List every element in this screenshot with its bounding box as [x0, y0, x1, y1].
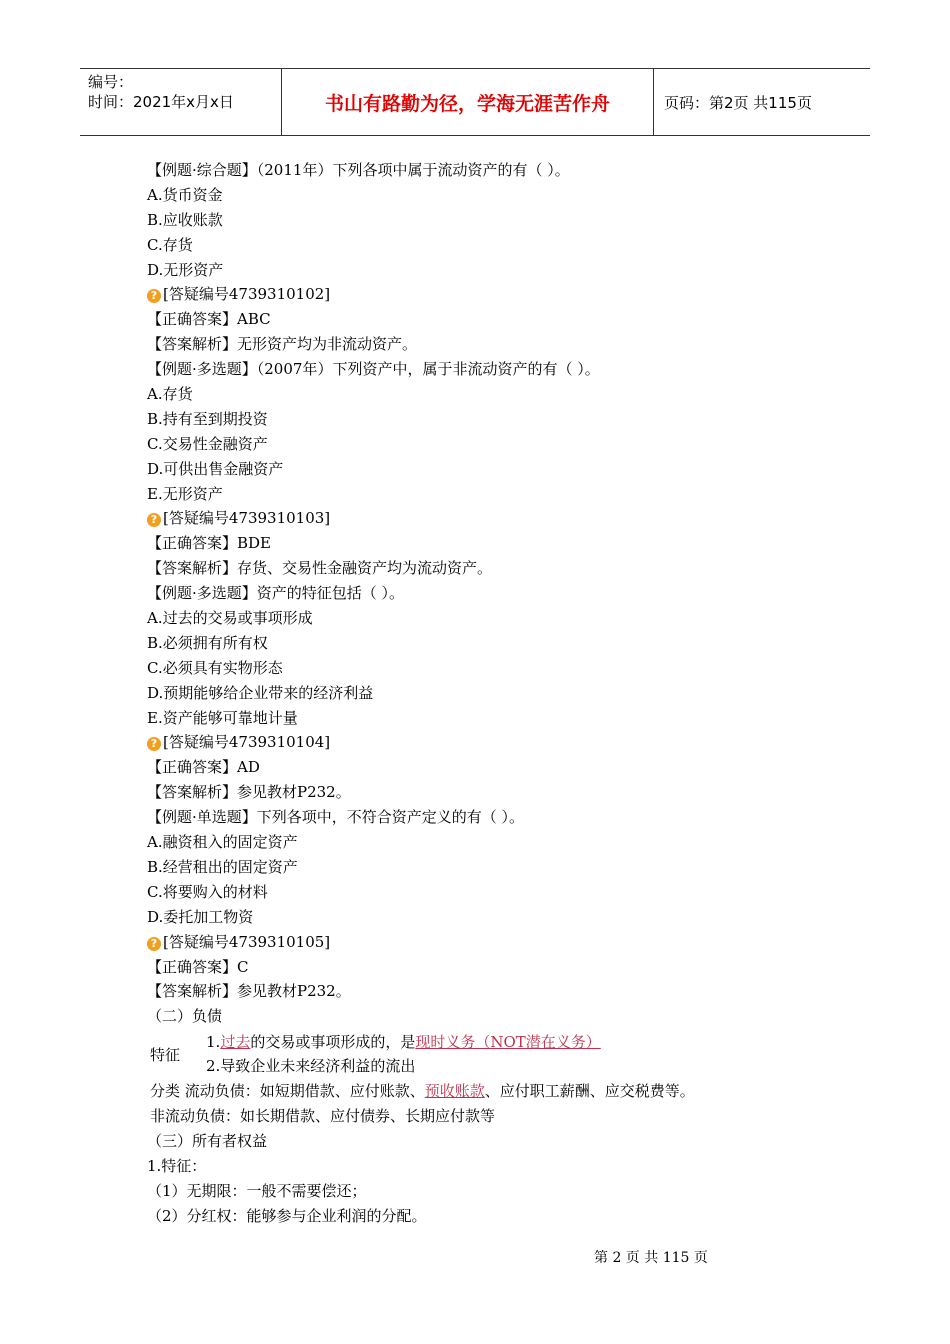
question-title: 【例题·单选题】下列各项中，不符合资产定义的有（ ）。: [147, 808, 525, 827]
question-title: 【例题·多选题】（2007年）下列资产中，属于非流动资产的有（ ）。: [147, 360, 600, 379]
document-date: 时间：2021年x月x日: [88, 93, 234, 111]
highlight-present-obligation: 现时义务（NOT潜在义务）: [415, 1033, 601, 1052]
question-option: B.持有至到期投资: [147, 409, 268, 428]
qa-reference[interactable]: [147, 506, 847, 531]
qa-reference[interactable]: [147, 930, 847, 955]
highlight-advance-receipts: 预收账款: [424, 1082, 485, 1101]
feature-item: 2.导致企业未来经济利益的流出: [206, 1057, 416, 1076]
answer-analysis: 【答案解析】参见教材P232。: [147, 982, 351, 1001]
question-title: 【例题·综合题】（2011年）下列各项中属于流动资产的有（ ）。: [147, 161, 570, 179]
document-number-label: 编号：: [88, 73, 134, 91]
question-option: C.存货: [147, 235, 193, 254]
document-body: [147, 158, 847, 1229]
liability-classification: 分类 流动负债：如短期借款、应付账款、预收账款、应付职工薪酬、应交税费等。: [150, 1082, 695, 1101]
correct-answer: 【正确答案】ABC: [147, 310, 271, 329]
feature-label: 特征: [150, 1045, 181, 1064]
answer-analysis: 【答案解析】存货、交易性金融资产均为流动资产。: [147, 559, 493, 578]
question-option: A.货币资金: [147, 185, 223, 204]
question-option: B.必须拥有所有权: [147, 633, 268, 652]
equity-features-title: 1.特征：: [147, 1156, 207, 1175]
feature-item: 1.过去的交易或事项形成的，是现时义务（NOT潜在义务）: [206, 1033, 601, 1052]
question-option: C.必须具有实物形态: [147, 658, 283, 677]
qa-reference-label: [答疑编号4739310102]: [163, 285, 331, 304]
question-icon: ?: [147, 289, 161, 303]
section-heading-equity: （三）所有者权益: [147, 1131, 268, 1150]
correct-answer: 【正确答案】AD: [147, 758, 260, 777]
qa-reference-label: [答疑编号4739310105]: [163, 932, 331, 951]
section-heading-liabilities: （二）负债: [147, 1007, 223, 1026]
question-option: B.应收账款: [147, 210, 223, 229]
qa-reference[interactable]: [147, 282, 847, 307]
question-option: A.过去的交易或事项形成: [147, 609, 313, 628]
correct-answer: 【正确答案】BDE: [147, 534, 271, 553]
question-option: D.委托加工物资: [147, 907, 254, 926]
liability-features: [147, 1029, 847, 1079]
question-option: A.存货: [147, 385, 193, 404]
question-option: A.融资租入的固定资产: [147, 833, 298, 852]
question-option: D.无形资产: [147, 260, 224, 279]
header-page-info: 页码：第2页 共115页: [664, 93, 812, 112]
header-meta: [80, 69, 282, 135]
question-title: 【例题·多选题】资产的特征包括（ ）。: [147, 584, 405, 603]
feature-items: [206, 1030, 601, 1078]
qa-reference-label: [答疑编号4739310103]: [163, 509, 331, 528]
question-icon: ?: [147, 737, 161, 751]
page-footer: 第 2 页 共 115 页: [594, 1250, 708, 1266]
question-option: C.交易性金融资产: [147, 434, 268, 453]
question-icon: ?: [147, 937, 161, 951]
equity-feature-item: （2）分红权：能够参与企业利润的分配。: [147, 1206, 427, 1225]
noncurrent-liabilities: 非流动负债：如长期借款、应付债券、长期应付款等: [150, 1107, 496, 1126]
page-header: [80, 68, 870, 136]
question-option: E.无形资产: [147, 484, 223, 503]
qa-reference-label: [答疑编号4739310104]: [163, 733, 331, 752]
question-option: D.可供出售金融资产: [147, 459, 284, 478]
qa-reference[interactable]: [147, 730, 847, 755]
header-motto: 书山有路勤为径，学海无涯苦作舟: [282, 69, 654, 135]
question-icon: ?: [147, 513, 161, 527]
correct-answer: 【正确答案】C: [147, 957, 249, 976]
question-option: E.资产能够可靠地计量: [147, 708, 298, 727]
answer-analysis: 【答案解析】无形资产均为非流动资产。: [147, 335, 418, 354]
answer-analysis: 【答案解析】参见教材P232。: [147, 783, 351, 802]
question-option: D.预期能够给企业带来的经济利益: [147, 683, 374, 702]
question-option: C.将要购入的材料: [147, 882, 268, 901]
equity-feature-item: （1）无期限：一般不需要偿还；: [147, 1181, 367, 1200]
question-option: B.经营租出的固定资产: [147, 857, 298, 876]
highlight-past: 过去: [220, 1033, 251, 1052]
